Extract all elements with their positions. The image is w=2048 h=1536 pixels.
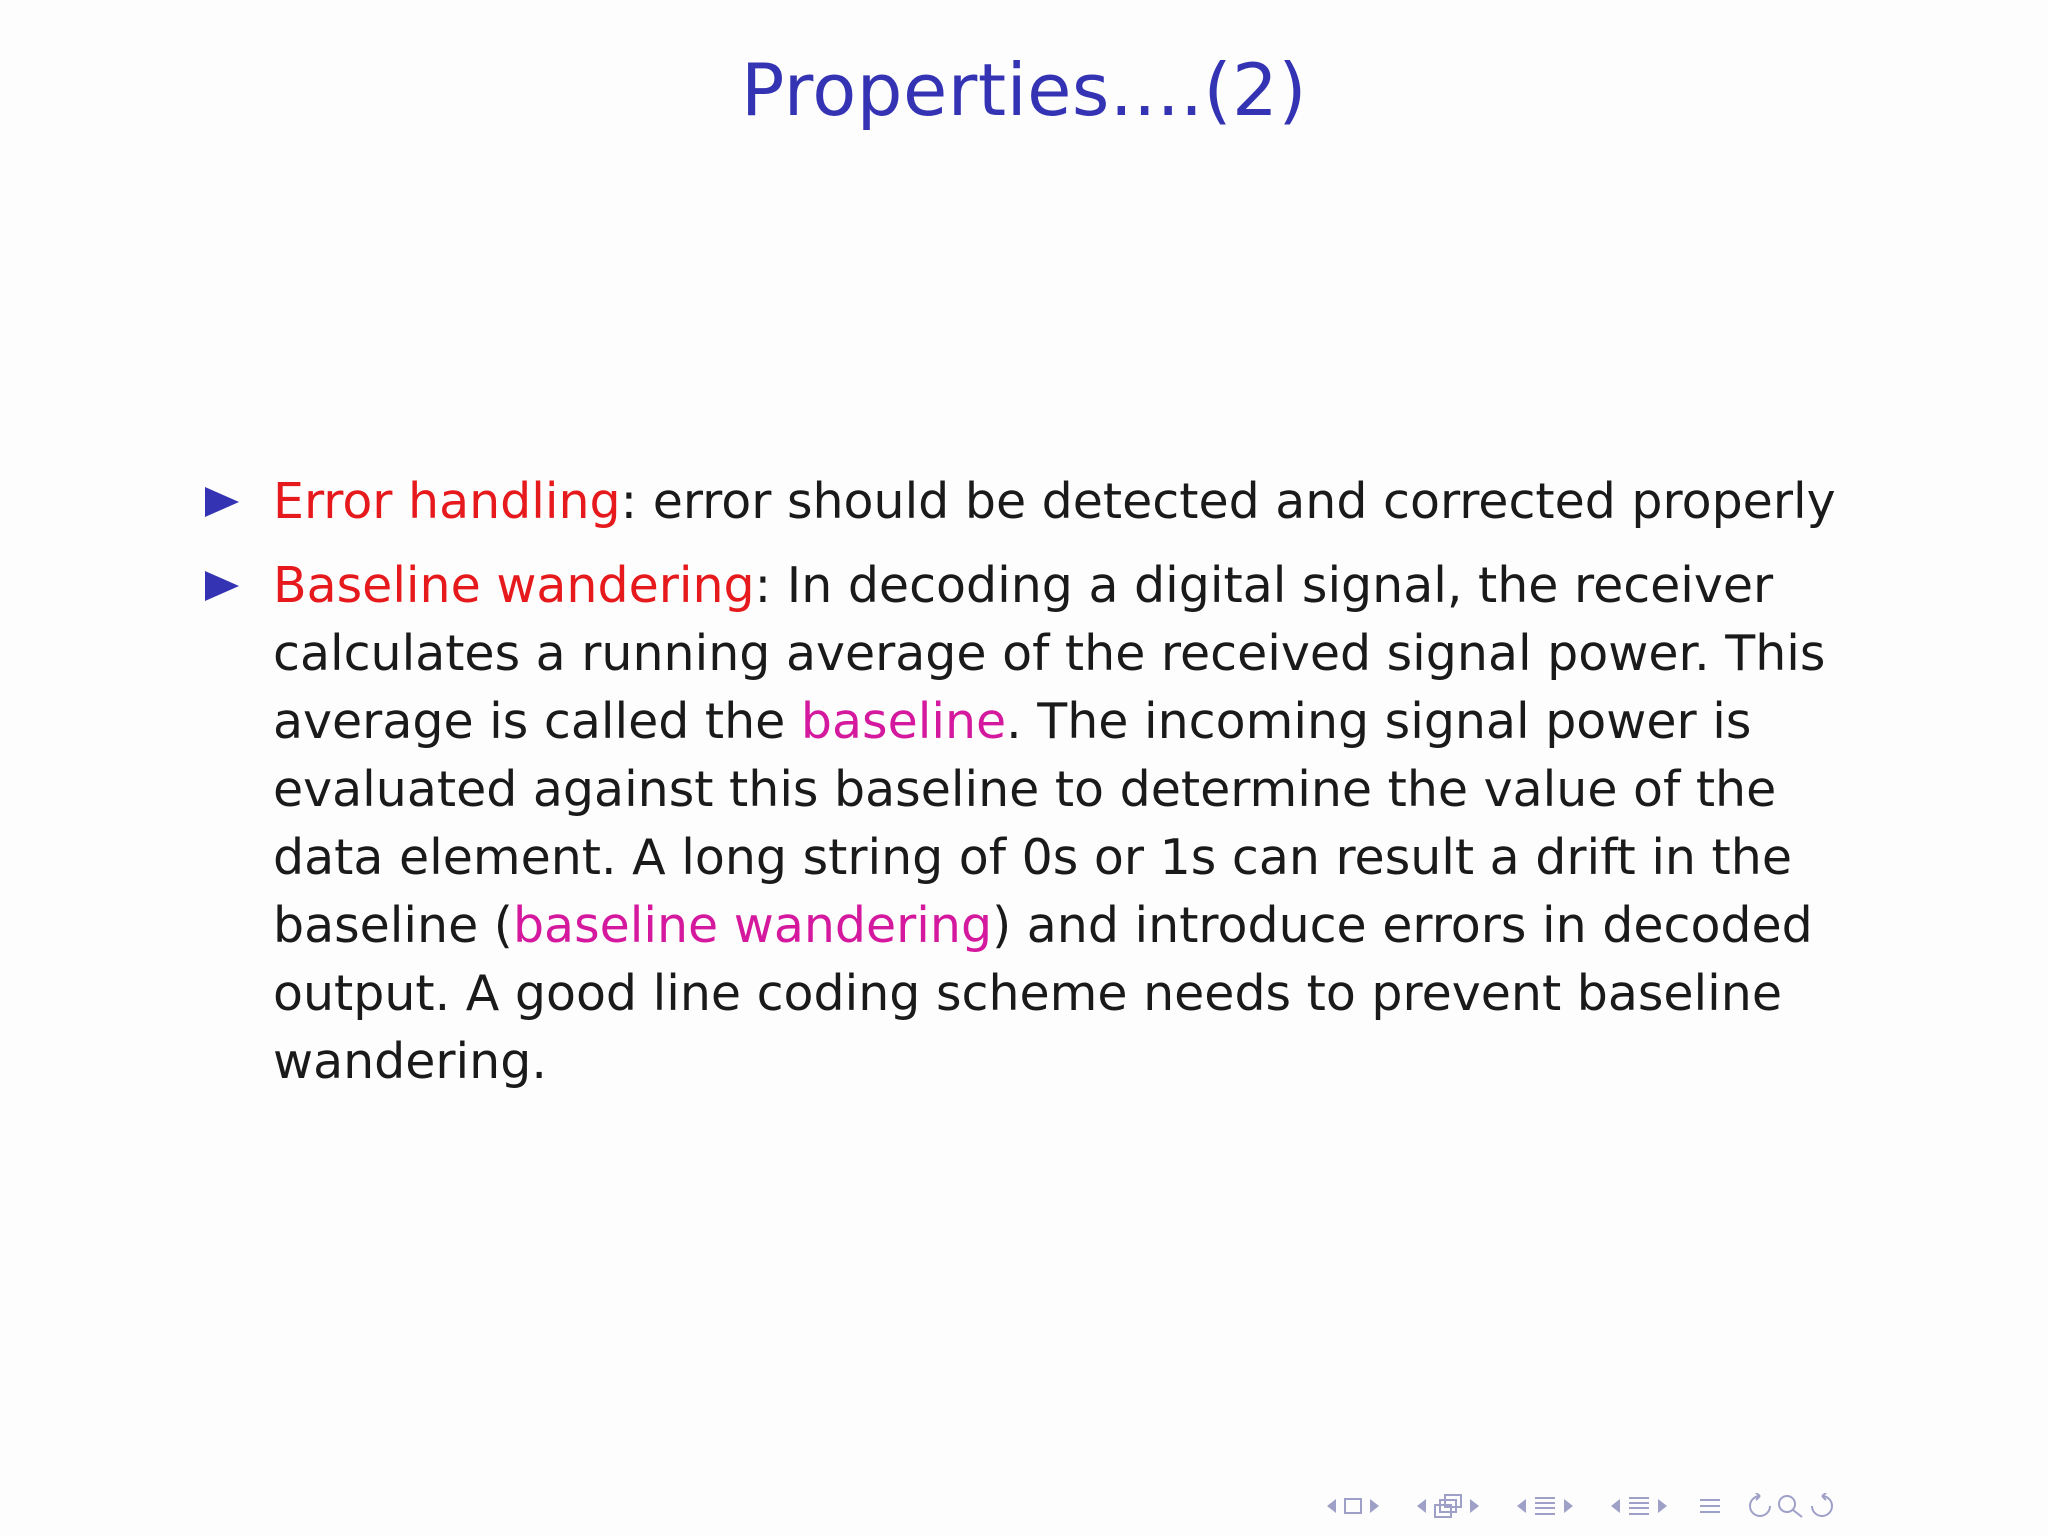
beamer-navigation-bar — [1320, 1490, 1836, 1522]
subsection-icon[interactable] — [1433, 1493, 1463, 1519]
next-subsection-icon[interactable] — [1470, 1499, 1479, 1513]
term-separator: : — [754, 557, 772, 614]
bullet-item-error-handling — [205, 468, 1865, 536]
term-separator: : — [620, 473, 638, 530]
prev-section-icon[interactable] — [1517, 1499, 1526, 1513]
section-icon[interactable] — [1533, 1494, 1557, 1518]
highlight-baseline-wandering: baseline wandering — [512, 897, 993, 954]
triangle-bullet-icon — [205, 571, 239, 601]
frame-icon[interactable] — [1343, 1497, 1363, 1515]
item-text: error should be detected and corrected properly — [637, 473, 1836, 530]
next-subsubsection-icon[interactable] — [1658, 1499, 1667, 1513]
back-icon[interactable] — [1746, 1493, 1776, 1519]
subsubsection-icon[interactable] — [1627, 1494, 1651, 1518]
align-icon[interactable] — [1698, 1494, 1722, 1518]
next-frame-icon[interactable] — [1370, 1499, 1379, 1513]
term-error-handling: Error handling — [273, 473, 621, 530]
item-text-part-1: In decoding a digital signal, the receiver calculates a running average of the received signal power. This average is called the — [273, 557, 1826, 750]
slide-title: Properties....(2) — [741, 48, 1307, 132]
prev-frame-icon[interactable] — [1327, 1499, 1336, 1513]
bullet-item-baseline-wandering — [205, 552, 1865, 1096]
bullet-list — [205, 468, 1865, 1112]
triangle-bullet-icon — [205, 487, 239, 517]
item-text-part-3: ) and introduce errors in decoded output. A good line coding scheme needs to prevent baseline wandering. — [273, 897, 1813, 1090]
next-section-icon[interactable] — [1564, 1499, 1573, 1513]
term-baseline-wandering: Baseline wandering — [273, 557, 755, 614]
prev-subsection-icon[interactable] — [1417, 1499, 1426, 1513]
item-text-part-2: . The incoming signal power is evaluated against this baseline to determine the value of the data element. A long string of 0s or 1s can result a drift in the baseline ( — [273, 693, 1792, 954]
forward-icon[interactable] — [1806, 1493, 1836, 1519]
prev-subsubsection-icon[interactable] — [1611, 1499, 1620, 1513]
highlight-baseline: baseline — [800, 693, 1007, 750]
search-icon[interactable] — [1776, 1493, 1806, 1519]
